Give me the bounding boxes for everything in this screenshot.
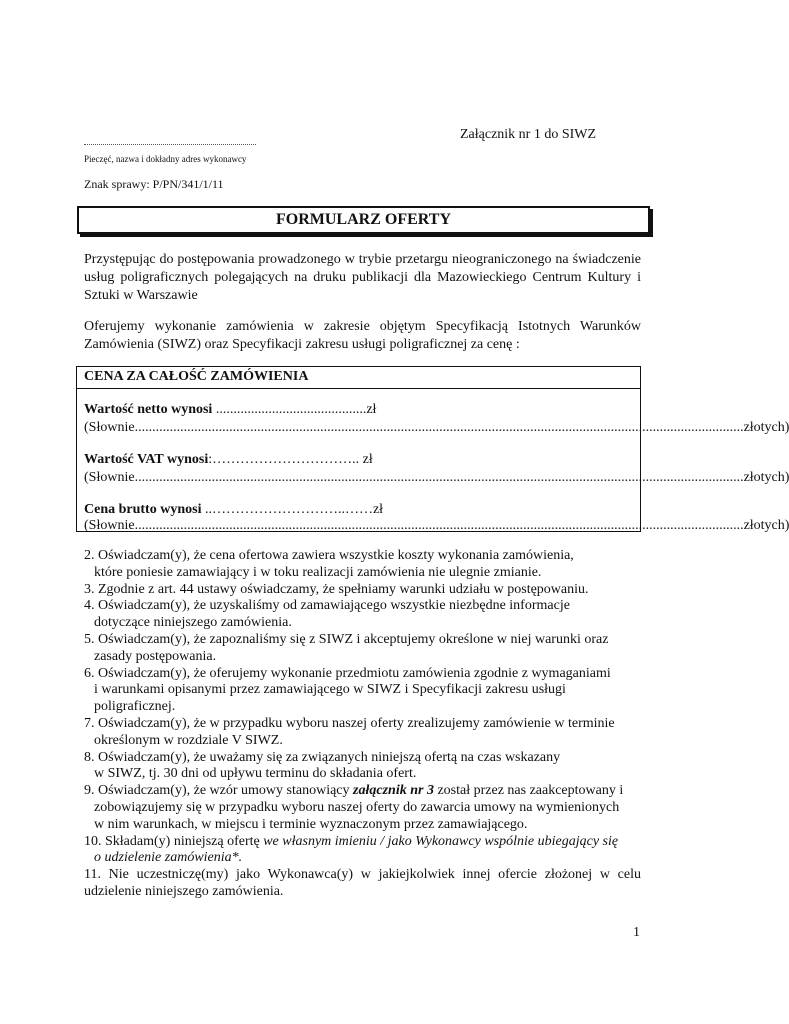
stamp-label: Pieczęć, nazwa i dokładny adres wykonawcy (84, 154, 247, 164)
price-table (76, 366, 789, 533)
net-words-line[interactable] (84, 419, 789, 437)
declaration-text: dotyczące niniejszego zamówienia. (94, 615, 292, 631)
declaration-text: 11. Nie uczestniczę(my) jako Wykonawca(y) w jakiejkolwiek innej ofercie złożonej w celu udzielenie niniejszego zamówienia. (84, 867, 641, 899)
declaration-8 (84, 750, 641, 784)
declaration-text: i warunkami opisanymi przez zamawiającego w SIWZ i Specyfikacji zakresu usługi (94, 682, 566, 698)
declaration-text: 2. Oświadczam(y), że cena ofertowa zawiera wszystkie koszty wykonania zamówienia, (84, 548, 574, 563)
declaration-4 (84, 598, 641, 632)
offer-paragraph: Oferujemy wykonanie zamówienia w zakresie objętym Specyfikacją Istotnych Warunków Zamówienia (SIWZ) oraz Specyfikacji zakresu usługi poligraficznej za cenę : (84, 319, 641, 352)
intro-paragraph: Przystępując do postępowania prowadzonego w trybie przetargu nieograniczonego na świadczenie usług poligraficznych polegających na druku publikacji dla Mazowieckiego Centrum Kultury i Sztuki w Warszawie (84, 252, 641, 303)
declaration-text: 8. Oświadczam(y), że uważamy się za związanych niniejszą ofertą na czas wskazany (84, 749, 561, 765)
stamp-dotted-line (84, 144, 256, 145)
words-suffix: złotych) (743, 470, 789, 485)
words-prefix: (Słownie (84, 470, 135, 485)
declaration-3: 3. Zgodnie z art. 44 ustawy oświadczamy, że spełniamy warunki udziału w postępowaniu. (84, 581, 589, 597)
declaration-10-options: we własnym imieniu / jako Wykonawcy wspólnie ubiegający się (263, 833, 619, 849)
vat-value-field[interactable]: :………………………….. zł (208, 452, 373, 467)
declaration-text: 5. Oświadczam(y), że zapoznaliśmy się z SIWZ i akceptujemy określone w niej warunki oraz (84, 631, 609, 647)
words-prefix: (Słownie (84, 420, 135, 435)
words-suffix: złotych) (743, 518, 789, 533)
net-value-label: Wartość netto wynosi (84, 402, 213, 417)
declaration-7 (84, 716, 641, 750)
declaration-text: 9. Oświadczam(y), że wzór umowy stanowiący załącznik nr 3 został przez nas zaakceptowany i (84, 783, 624, 799)
declaration-5 (84, 632, 641, 666)
declaration-text: w nim warunkach, w miejscu i terminie wyznaczonym przez zamawiającego. (94, 816, 528, 832)
declaration-2 (84, 548, 641, 582)
declaration-text: 6. Oświadczam(y), że oferujemy wykonanie przedmiotu zamówienia zgodnie z wymaganiami (84, 665, 611, 681)
gross-words-field[interactable]: .............................................................................................................................................................................. (134, 518, 744, 533)
declaration-text: poligraficznej. (94, 699, 176, 715)
gross-words-line[interactable] (84, 517, 789, 535)
page-number: 1 (633, 925, 640, 940)
declaration-text: o udzielenie zamówienia*. (94, 850, 243, 866)
declaration-text: które poniesie zamawiający i w toku realizacji zamówienia nie ulegnie zmianie. (94, 564, 542, 580)
declarations-list (84, 548, 641, 901)
declaration-11 (84, 867, 641, 901)
declaration-text: 7. Oświadczam(y), że w przypadku wyboru naszej oferty zrealizujemy zamówienie w terminie (84, 715, 615, 731)
case-number: Znak sprawy: P/PN/341/1/11 (84, 177, 224, 191)
vat-value-line (84, 451, 636, 469)
gross-value-field[interactable]: ..………………………..……zł (201, 502, 384, 517)
form-title: FORMULARZ OFERTY (77, 206, 650, 234)
net-value-field[interactable]: ...........................................zł (212, 402, 377, 417)
net-value-line (84, 401, 636, 419)
declaration-9 (84, 783, 641, 833)
declaration-text: w SIWZ, tj. 30 dni od upływu terminu do składania ofert. (94, 766, 417, 782)
attachment-3-reference: załącznik nr 3 (353, 783, 434, 799)
declaration-6 (84, 666, 641, 716)
net-words-field[interactable]: .............................................................................................................................................................................. (134, 420, 744, 435)
declaration-text: 10. Składam(y) niniejszą ofertę we własnym imieniu / jako Wykonawcy wspólnie ubiegający się (84, 833, 619, 849)
words-prefix: (Słownie (84, 518, 135, 533)
attachment-label: Załącznik nr 1 do SIWZ (460, 127, 597, 142)
gross-value-label: Cena brutto wynosi (84, 502, 202, 517)
declaration-text: 4. Oświadczam(y), że uzyskaliśmy od zamawiającego wszystkie niezbędne informacje (84, 598, 570, 614)
declaration-text: określonym w rozdziale V SIWZ. (94, 732, 283, 748)
declaration-text: zasady postępowania. (94, 648, 217, 664)
vat-value-label: Wartość VAT wynosi (84, 452, 209, 467)
declaration-10 (84, 834, 641, 868)
price-heading: CENA ZA CAŁOŚĆ ZAMÓWIENIA (77, 367, 640, 389)
vat-words-line[interactable] (84, 469, 789, 487)
declaration-text: zobowiązujemy się w przypadku wyboru naszej oferty do zawarcia umowy na wymienionych (94, 799, 620, 815)
vat-words-field[interactable]: .............................................................................................................................................................................. (134, 470, 744, 485)
words-suffix: złotych) (743, 420, 789, 435)
